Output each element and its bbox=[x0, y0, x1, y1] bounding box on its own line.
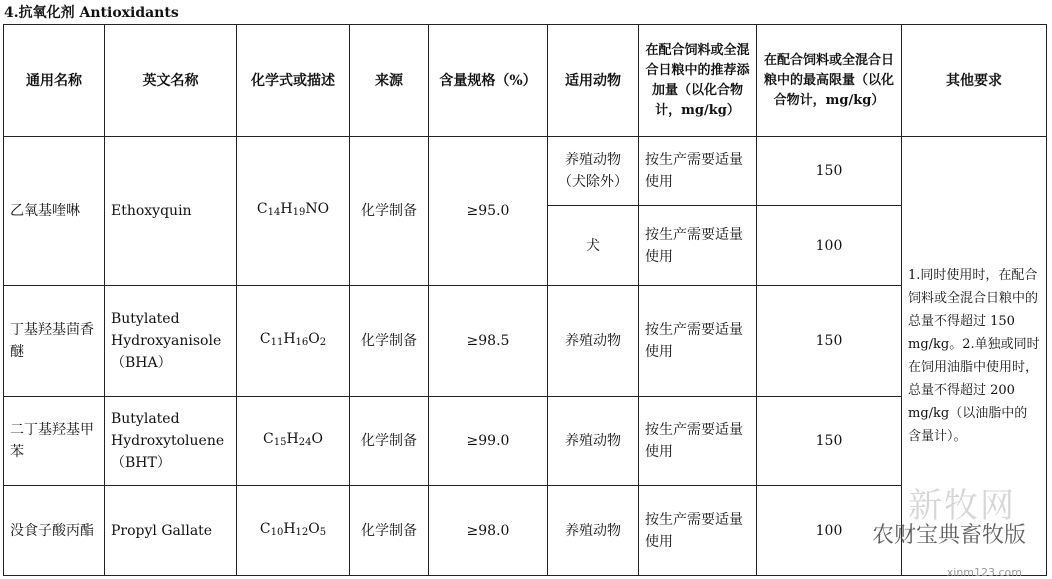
watermark-logo: 新牧网 bbox=[908, 486, 1016, 526]
row-source: 化学制备 bbox=[350, 486, 429, 576]
header-animal: 适用动物 bbox=[548, 25, 639, 137]
row-source: 化学制备 bbox=[350, 137, 429, 286]
row-max: 150 bbox=[757, 137, 902, 206]
header-content: 含量规格（%） bbox=[429, 25, 548, 137]
row-english: Ethoxyquin bbox=[105, 137, 237, 286]
row-max: 100 bbox=[757, 486, 902, 576]
row-recommended: 按生产需要适量使用 bbox=[639, 286, 757, 397]
row-animal: 犬 bbox=[548, 206, 639, 286]
row-name: 没食子酸丙酯 bbox=[4, 486, 105, 576]
row-max: 150 bbox=[757, 286, 902, 397]
row-content: ≥99.0 bbox=[429, 397, 548, 486]
row-formula: $C_{15}H_{24}O$ bbox=[237, 397, 350, 486]
row-source: 化学制备 bbox=[350, 397, 429, 486]
row-recommended: 按生产需要适量使用 bbox=[639, 206, 757, 286]
watermark-url: xinm123.com bbox=[946, 566, 1022, 579]
row-content: ≥95.0 bbox=[429, 137, 548, 286]
row-recommended: 按生产需要适量使用 bbox=[639, 397, 757, 486]
row-animal: 养殖动物 bbox=[548, 397, 639, 486]
row-english: Butylated Hydroxytoluene（BHT） bbox=[105, 397, 237, 486]
row-formula: $C_{11}H_{16}O_2$ bbox=[237, 286, 350, 397]
header-formula: 化学式或描述 bbox=[237, 25, 350, 137]
row-name: 二丁基羟基甲苯 bbox=[4, 397, 105, 486]
row-recommended: 按生产需要适量使用 bbox=[639, 137, 757, 206]
header-recommended: 在配合饲料或全混合日粮中的推荐添加量（以化合物计，mg/kg） bbox=[639, 25, 757, 137]
row-recommended: 按生产需要适量使用 bbox=[639, 486, 757, 576]
header-english-name: 英文名称 bbox=[105, 25, 237, 137]
row-content: ≥98.5 bbox=[429, 286, 548, 397]
row-source: 化学制备 bbox=[350, 286, 429, 397]
row-content: ≥98.0 bbox=[429, 486, 548, 576]
header-other: 其他要求 bbox=[902, 25, 1047, 137]
row-name: 乙氧基喹啉 bbox=[4, 137, 105, 286]
row-formula: $C_{14}H_{19}NO$ bbox=[237, 137, 350, 286]
row-animal: 养殖动物（犬除外） bbox=[548, 137, 639, 206]
header-source: 来源 bbox=[350, 25, 429, 137]
row-english: Propyl Gallate bbox=[105, 486, 237, 576]
row-name: 丁基羟基茴香醚 bbox=[4, 286, 105, 397]
watermark-account: 农财宝典畜牧版 bbox=[871, 523, 1026, 548]
row-formula: $C_{10}H_{12}O_5$ bbox=[237, 486, 350, 576]
row-max: 100 bbox=[757, 206, 902, 286]
row-english: Butylated Hydroxyanisole（BHA） bbox=[105, 286, 237, 397]
row-max: 150 bbox=[757, 397, 902, 486]
antioxidants-table bbox=[3, 24, 1047, 576]
row-animal: 养殖动物 bbox=[548, 286, 639, 397]
other-requirements: 1.同时使用时，在配合饲料或全混合日粮中的总量不得超过 150 mg/kg。2.单独或同时在饲用油脂中使用时，总量不得超过 200 mg/kg（以油脂中的含量计）。 bbox=[902, 137, 1047, 576]
header-max-limit: 在配合饲料或全混合日粮中的最高限量（以化合物计，mg/kg） bbox=[757, 25, 902, 137]
row-animal: 养殖动物 bbox=[548, 486, 639, 576]
header-common-name: 通用名称 bbox=[4, 25, 105, 137]
section-heading: 4.抗氧化剂 Antioxidants bbox=[4, 5, 179, 21]
